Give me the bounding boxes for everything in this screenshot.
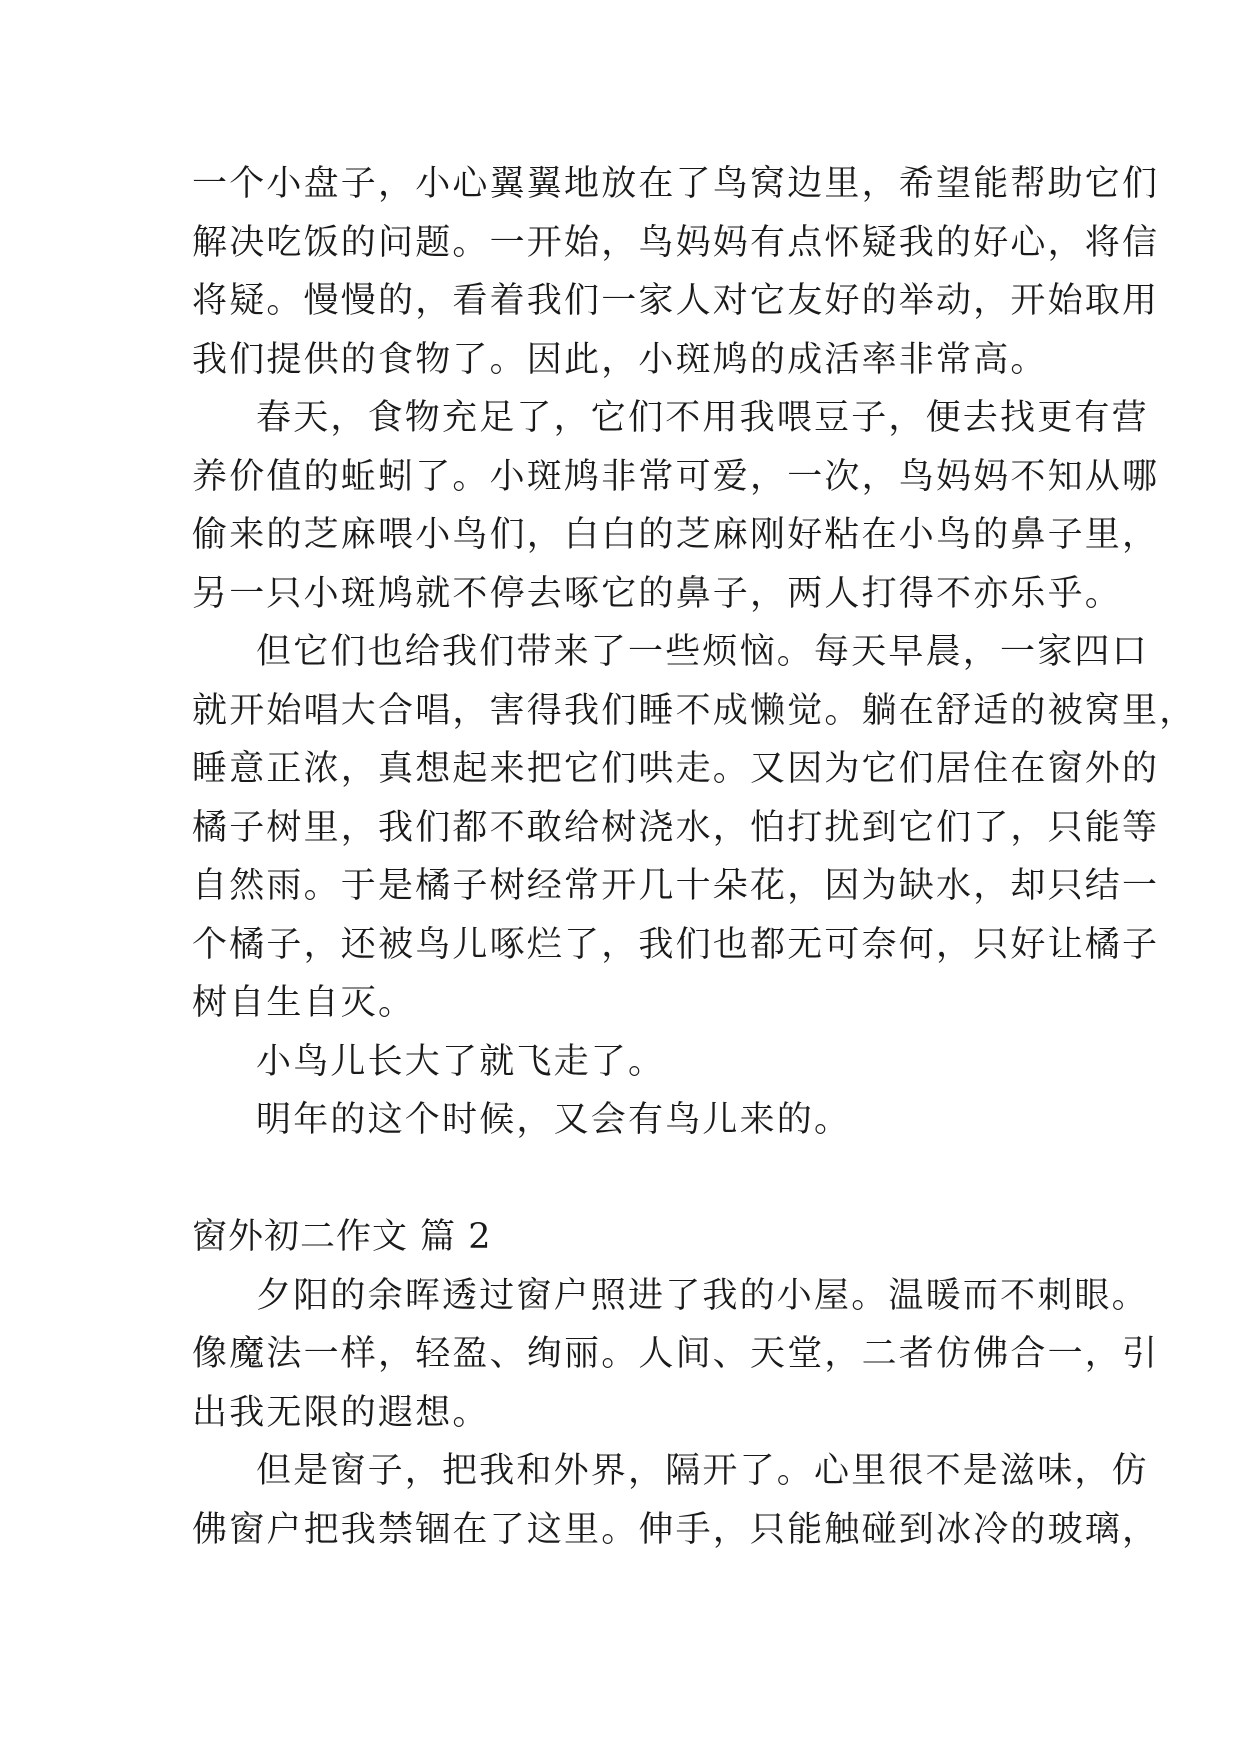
paragraph	[192, 1442, 1160, 1559]
text-line: 春天，食物充足了，它们不用我喂豆子，便去找更有营	[256, 398, 1149, 438]
text-line: 我们提供的食物了。因此，小斑鸠的成活率非常高。	[192, 339, 1048, 380]
text-line: 另一只小斑鸠就不停去啄它的鼻子，两人打得不亦乐乎。	[192, 573, 1123, 614]
paragraph	[192, 389, 1160, 623]
paragraph: 明年的这个时候，又会有鸟儿来的。	[256, 1100, 852, 1140]
text-line: 橘子树里，我们都不敢给树浇水，怕打扰到它们了，只能等	[192, 807, 1160, 848]
section-heading: 窗外初二作文 篇 2	[192, 1217, 492, 1257]
text-line: 自然雨。于是橘子树经常开几十朵花，因为缺水，却只结一	[192, 866, 1160, 906]
text-line: 一个小盘子，小心翼翼地放在了鸟窝边里，希望能帮助它们	[192, 164, 1160, 204]
text-line: 出我无限的遐想。	[192, 1392, 490, 1433]
text-line: 睡意正浓，真想起来把它们哄走。又因为它们居住在窗外的	[192, 749, 1160, 789]
paragraph: 小鸟儿长大了就飞走了。	[256, 1041, 666, 1082]
text-line: 将疑。慢慢的，看着我们一家人对它友好的举动，开始取用	[192, 281, 1160, 321]
text-line: 偷来的芝麻喂小鸟们，白白的芝麻刚好粘在小鸟的鼻子里，	[192, 515, 1160, 555]
text-line: 树自生自灭。	[192, 983, 416, 1023]
paragraph	[192, 623, 1197, 1033]
document-body	[192, 155, 1197, 1559]
spacer	[192, 1150, 1072, 1209]
text-line: 但它们也给我们带来了一些烦恼。每天早晨，一家四口	[256, 632, 1149, 672]
paragraph	[192, 155, 1160, 389]
text-line: 个橘子，还被鸟儿啄烂了，我们也都无可奈何，只好让橘子	[192, 924, 1160, 965]
text-line: 佛窗户把我禁锢在了这里。伸手，只能触碰到冰冷的玻璃，	[192, 1509, 1160, 1550]
text-line: 解决吃饭的问题。一开始，鸟妈妈有点怀疑我的好心，将信	[192, 222, 1160, 263]
text-line: 像魔法一样，轻盈、绚丽。人间、天堂，二者仿佛合一，引	[192, 1334, 1160, 1374]
text-line: 夕阳的余晖透过窗户照进了我的小屋。温暖而不刺眼。	[256, 1275, 1149, 1316]
paragraph	[192, 1267, 1160, 1443]
text-line: 养价值的蚯蚓了。小斑鸠非常可爱，一次，鸟妈妈不知从哪	[192, 456, 1160, 497]
text-line: 但是窗子，把我和外界，隔开了。心里很不是滋味，仿	[256, 1451, 1149, 1491]
text-line: 就开始唱大合唱，害得我们睡不成懒觉。躺在舒适的被窝里，	[192, 690, 1197, 731]
